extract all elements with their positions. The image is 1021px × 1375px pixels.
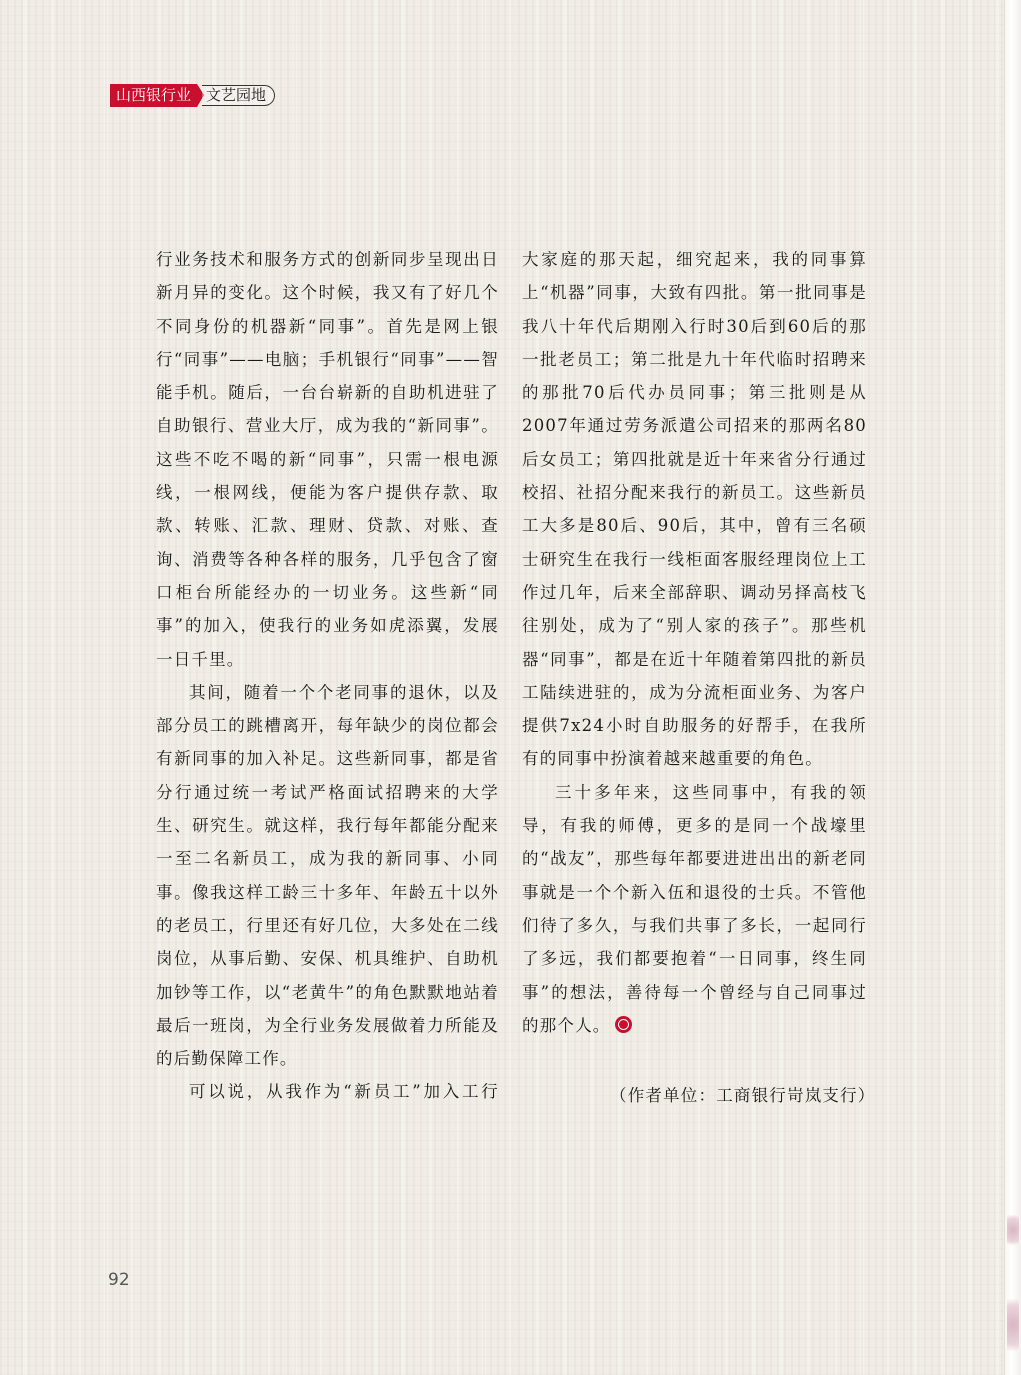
flower-decoration (1007, 1210, 1019, 1250)
paragraph: 大家庭的那天起，细究起来，我的同事算上“机器”同事，大致有四批。第一批同事是我八十年代后期刚入行时30后到60后的那一批老员工；第二批是九十年代临时招聘来的那批70后代办员同事；第三批则是从2007年通过劳务派遣公司招来的那两名80后女员工；第四批就是近十年来省分行通过校招、社招分配来我行的新员工。这些新员工大多是80后、90后，其中，曾有三名硕士研究生在我行一线柜面客服经理岗位上工作过几年，后来全部辞职、调动另择高枝飞往别处，成为了“别人家的孩子”。那些机器“同事”，都是在近十年随着第四批的新员工陆续进驻的，成为分流柜面业务、为客户提供7x24小时自助服务的好帮手，在我所有的同事中扮演着越来越重要的角色。 (522, 250, 867, 769)
left-column (156, 243, 499, 1109)
author-affiliation: （作者单位：工商银行岢岚支行） (610, 1086, 876, 1105)
paragraph-text: 三十多年来，这些同事中，有我的领导，有我的师傅，更多的是同一个战壕里的“战友”，那些每年都要进进出出的新老同事就是一个个新入伍和退役的士兵。不管他们待了多久，与我们共事了多长，一起同行了多远，我们都要抱着“一日同事，终生同事”的想法，善待每一个曾经与自己同事过的那个人。 (522, 782, 867, 1035)
paragraph: 行业务技术和服务方式的创新同步呈现出日新月异的变化。这个时候，我又有了好几个不同身份的机器新“同事”。首先是网上银行“同事”——电脑；手机银行“同事”——智能手机。随后，一台台崭新的自助机进驻了自助银行、营业大厅，成为我的“新同事”。这些不吃不喝的新“同事”，只需一根电源线，一根网线，便能为客户提供存款、取款、转账、汇款、理财、贷款、对账、查询、消费等各种各样的服务，几乎包含了窗口柜台所能经办的一切业务。这些新“同事”的加入，使我行的业务如虎添翼，发展一日千里。 (156, 250, 499, 669)
page-edge (1004, 0, 1021, 1375)
section-header (110, 83, 275, 108)
subsection-label: 文艺园地 (202, 85, 275, 106)
page-number: 92 (108, 1270, 130, 1290)
circle-seal-icon (615, 1016, 632, 1033)
paragraph: 其间，随着一个个老同事的退休，以及部分员工的跳槽离开，每年缺少的岗位都会有新同事的加入补足。这些新同事，都是省分行通过统一考试严格面试招聘来的大学生、研究生。就这样，我行每年都能分配来一至二名新员工，成为我的新同事、小同事。像我这样工龄三十多年、年龄五十以外的老员工，行里还有好几位，大多处在二线岗位，从事后勤、安保、机具维护、自助机加钞等工作，以“老黄牛”的角色默默地站着最后一班岗，为全行业务发展做着力所能及的后勤保障工作。 (156, 682, 499, 1069)
paragraph (522, 776, 867, 1042)
section-label: 山西银行业 (110, 84, 197, 107)
paragraph: 可以说，从我作为“新员工”加入工行 (189, 1082, 499, 1102)
right-column (522, 243, 867, 1042)
flower-decoration (1007, 1290, 1019, 1360)
